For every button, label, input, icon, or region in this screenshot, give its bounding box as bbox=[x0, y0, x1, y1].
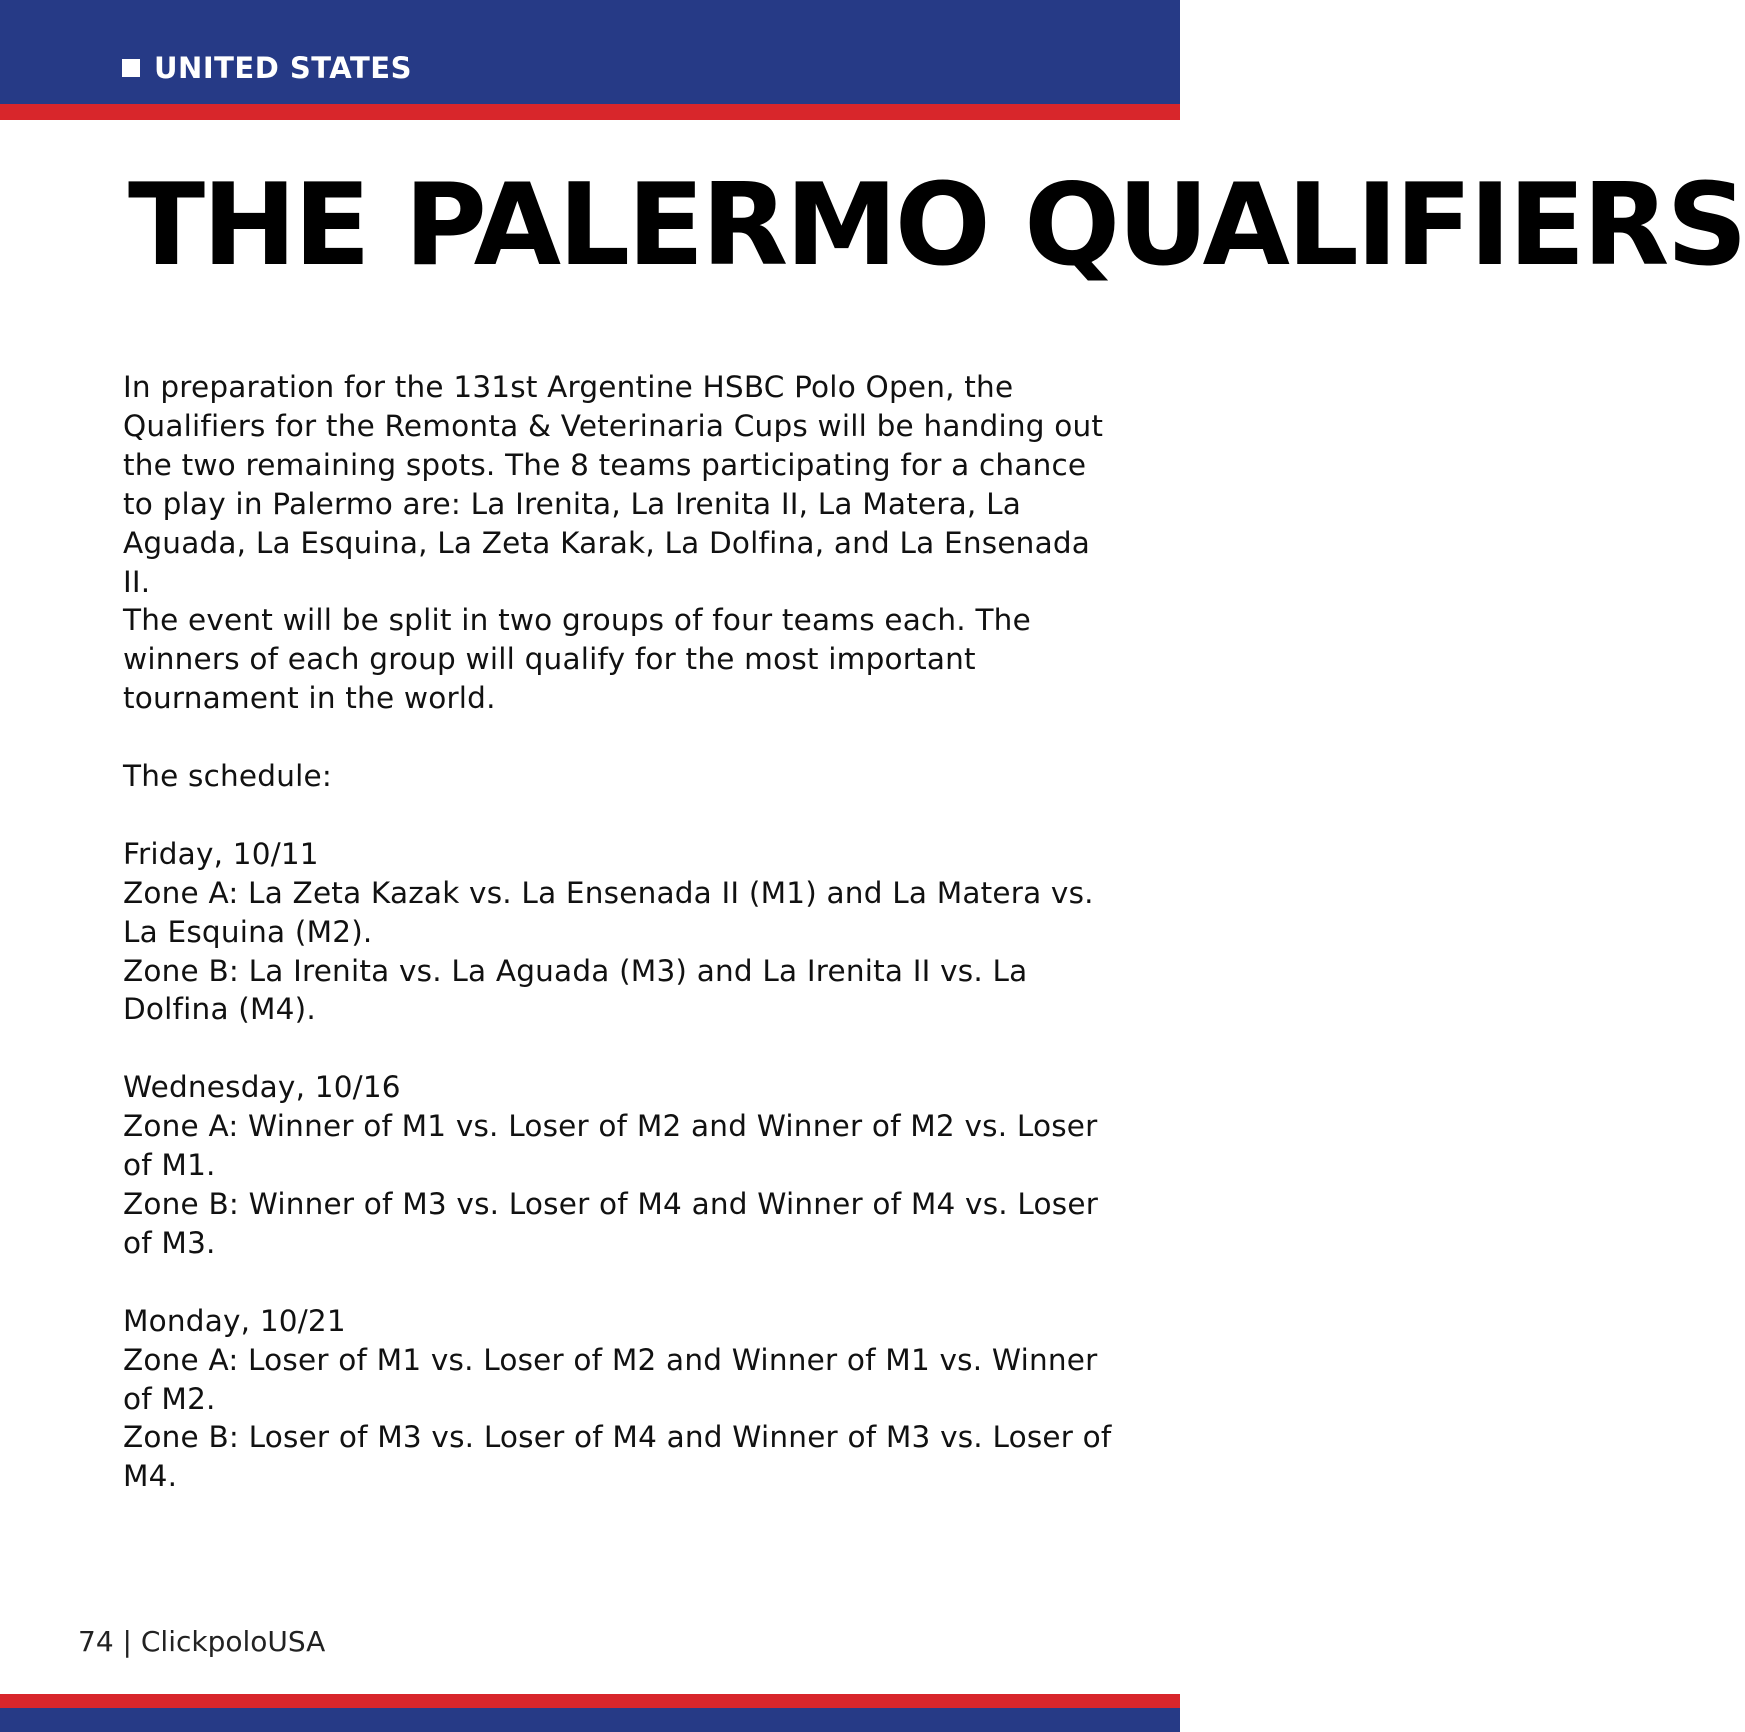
page-footer: 74 | ClickpoloUSA bbox=[78, 1625, 326, 1658]
schedule-zone-a: Zone A: Winner of M1 vs. Loser of M2 and Winner of M2 vs. Loser of M1. bbox=[123, 1109, 1098, 1183]
schedule-date: Wednesday, 10/16 bbox=[123, 1070, 401, 1105]
section-label-text: UNITED STATES bbox=[154, 51, 412, 85]
article-body bbox=[123, 368, 1113, 1496]
footer-band bbox=[0, 1708, 1180, 1732]
schedule-date: Monday, 10/21 bbox=[123, 1303, 346, 1338]
schedule-zone-b: Zone B: Loser of M3 vs. Loser of M4 and Winner of M3 vs. Loser of M4. bbox=[123, 1420, 1112, 1494]
footer-red-stripe bbox=[0, 1694, 1180, 1708]
schedule-zone-a: Zone A: Loser of M1 vs. Loser of M2 and Winner of M1 vs. Winner of M2. bbox=[123, 1342, 1098, 1416]
section-label bbox=[122, 50, 412, 86]
schedule-heading: The schedule: bbox=[123, 759, 332, 794]
header-red-stripe bbox=[0, 104, 1180, 120]
schedule-zone-b: Zone B: La Irenita vs. La Aguada (M3) and La Irenita II vs. La Dolfina (M4). bbox=[123, 953, 1028, 1027]
article-headline: THE PALERMO QUALIFIERS bbox=[128, 159, 1745, 291]
schedule-zone-a: Zone A: La Zeta Kazak vs. La Ensenada II (M1) and La Matera vs. La Esquina (M2). bbox=[123, 875, 1094, 949]
schedule-zone-b: Zone B: Winner of M3 vs. Loser of M4 and Winner of M4 vs. Loser of M3. bbox=[123, 1186, 1099, 1260]
intro-paragraph-2: The event will be split in two groups of four teams each. The winners of each group will qualify for the most important tournament in the world. bbox=[123, 603, 1031, 716]
intro-paragraph-1: In preparation for the 131st Argentine HSBC Polo Open, the Qualifiers for the Remonta & Veterinaria Cups will be handing out the two remaining spots. The 8 teams participating for a chance to play in Palermo are: La Irenita, La Irenita II, La Matera, La Aguada, La Esquina, La Zeta Karak, La Dolfina, and La Ensenada II. bbox=[123, 370, 1104, 599]
square-bullet-icon bbox=[122, 59, 140, 77]
schedule-date: Friday, 10/11 bbox=[123, 836, 319, 871]
